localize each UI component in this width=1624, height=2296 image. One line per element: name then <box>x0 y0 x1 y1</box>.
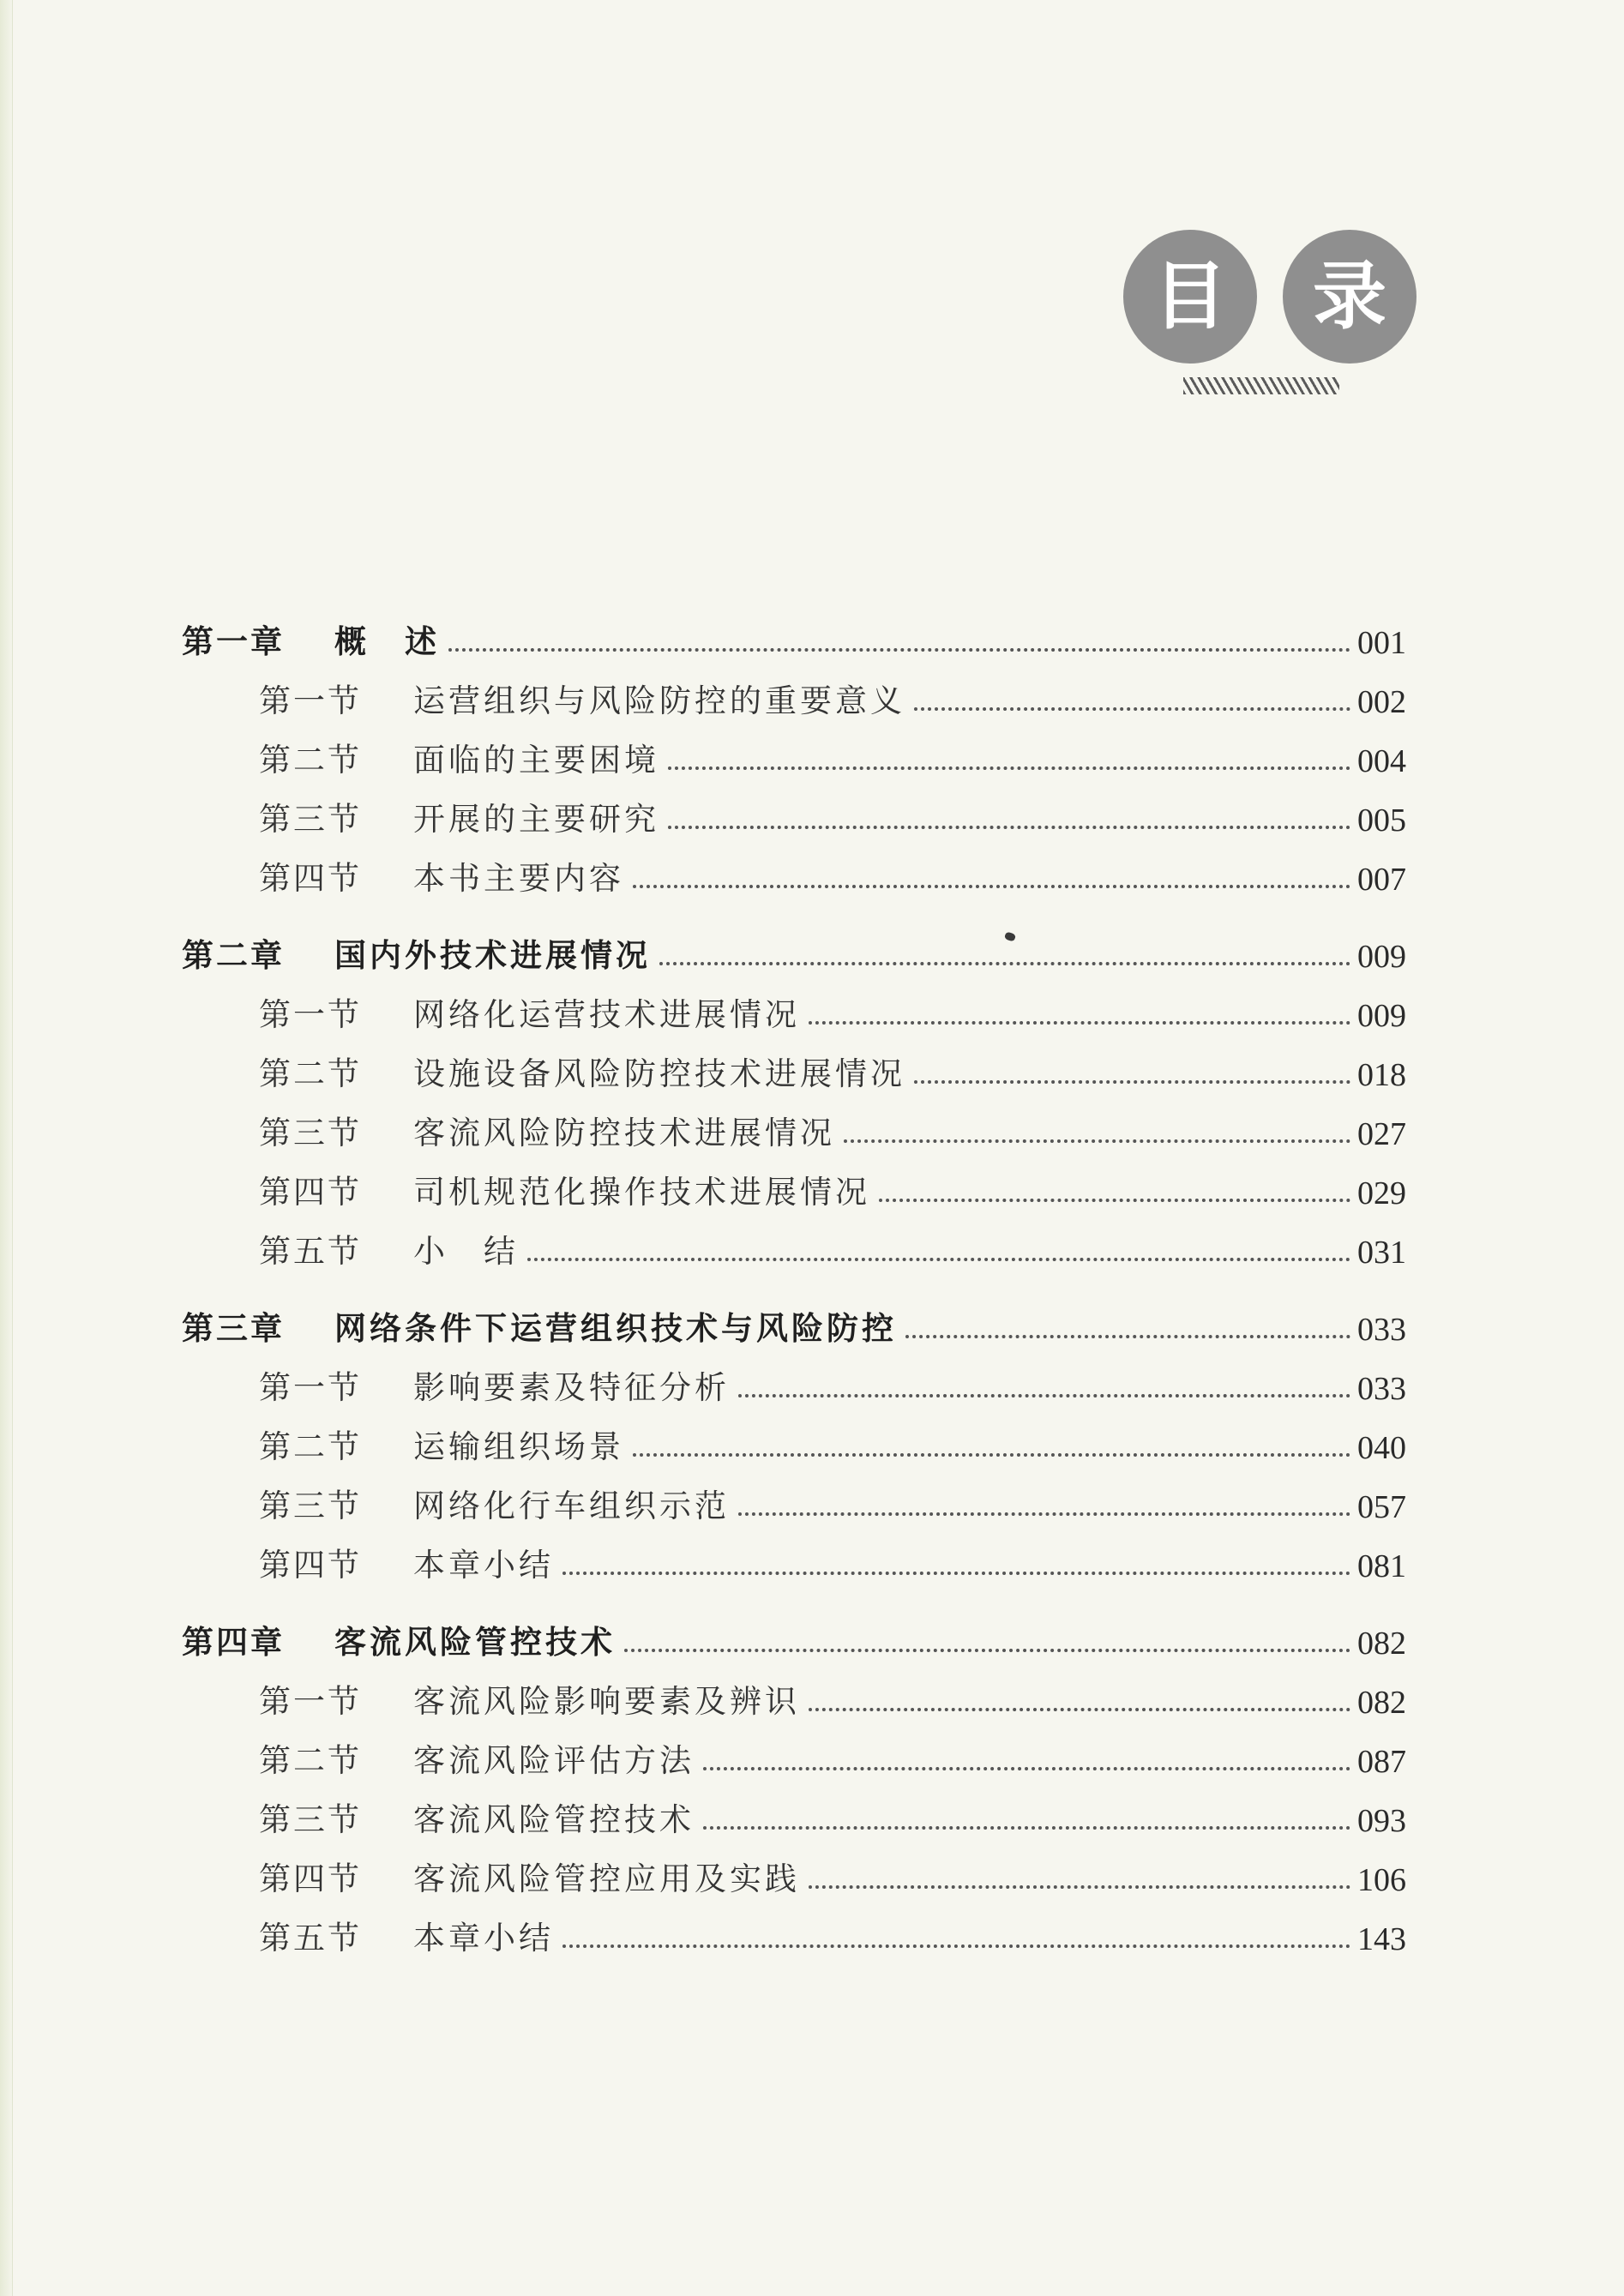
dot-leader <box>809 1021 1350 1025</box>
section-number: 第四节 <box>259 1547 362 1584</box>
section-title: 客流风险评估方法 <box>413 1742 695 1779</box>
dot-leader <box>809 1708 1350 1711</box>
dot-leader <box>624 1649 1350 1652</box>
dot-leader <box>738 1394 1350 1397</box>
dot-leader <box>809 1885 1350 1889</box>
toc-chapter-row[interactable] <box>182 923 1406 976</box>
toc-section-row[interactable] <box>182 1153 1406 1212</box>
section-number: 第五节 <box>259 1920 362 1956</box>
section-title: 司机规范化操作技术进展情况 <box>413 1174 870 1211</box>
section-title: 客流风险防控技术进展情况 <box>413 1115 835 1151</box>
toc-chapter-row[interactable] <box>182 609 1406 662</box>
section-page-number: 005 <box>1357 802 1406 838</box>
section-number: 第四节 <box>259 860 362 897</box>
section-title: 本书主要内容 <box>413 860 624 897</box>
section-number: 第二节 <box>259 742 362 778</box>
section-number: 第一节 <box>259 1683 362 1720</box>
section-page-number: 143 <box>1357 1921 1406 1957</box>
section-title: 网络化运营技术进展情况 <box>413 996 800 1033</box>
dot-leader <box>738 1512 1350 1516</box>
section-number: 第四节 <box>259 1174 362 1211</box>
chapter-page-number: 033 <box>1357 1312 1406 1348</box>
chapter-page-number: 009 <box>1357 939 1406 975</box>
toc-section-row[interactable] <box>182 976 1406 1035</box>
toc-section-row[interactable] <box>182 1349 1406 1408</box>
chapter-title: 国内外技术进展情况 <box>334 937 651 974</box>
dot-leader <box>905 1335 1350 1338</box>
section-number: 第二节 <box>259 1742 362 1779</box>
toc-section-row[interactable] <box>182 1212 1406 1271</box>
section-page-number: 081 <box>1357 1548 1406 1584</box>
section-page-number: 087 <box>1357 1744 1406 1780</box>
section-title: 客流风险影响要素及辨识 <box>413 1683 800 1720</box>
section-page-number: 106 <box>1357 1862 1406 1898</box>
chapter-number: 第二章 <box>182 937 285 974</box>
hatch-decoration <box>1183 377 1339 394</box>
section-title: 本章小结 <box>413 1920 554 1956</box>
chapter-title: 概 述 <box>334 623 440 660</box>
binding-edge <box>0 0 13 2296</box>
dot-leader <box>562 1572 1350 1575</box>
section-title: 影响要素及特征分析 <box>413 1369 730 1406</box>
section-page-number: 004 <box>1357 743 1406 779</box>
section-title: 本章小结 <box>413 1547 554 1584</box>
section-title: 网络化行车组织示范 <box>413 1488 730 1524</box>
section-page-number: 007 <box>1357 862 1406 898</box>
section-page-number: 093 <box>1357 1803 1406 1839</box>
section-page-number: 057 <box>1357 1489 1406 1525</box>
toc-section-row[interactable] <box>182 1408 1406 1467</box>
section-page-number: 009 <box>1357 998 1406 1034</box>
section-number: 第二节 <box>259 1428 362 1465</box>
section-page-number: 027 <box>1357 1116 1406 1152</box>
chapter-title: 客流风险管控技术 <box>334 1624 616 1661</box>
section-number: 第一节 <box>259 682 362 719</box>
section-page-number: 031 <box>1357 1235 1406 1271</box>
toc-section-row[interactable] <box>182 780 1406 839</box>
table-of-contents <box>182 609 1406 1958</box>
dot-leader <box>703 1767 1350 1770</box>
toc-section-row[interactable] <box>182 1035 1406 1094</box>
title-circle-2: 录 <box>1283 230 1416 364</box>
toc-section-row[interactable] <box>182 1526 1406 1585</box>
dot-leader <box>668 766 1350 770</box>
toc-chapter-row[interactable] <box>182 1295 1406 1349</box>
toc-section-row[interactable] <box>182 1781 1406 1840</box>
section-page-number: 029 <box>1357 1175 1406 1211</box>
dot-leader <box>914 1080 1350 1084</box>
toc-section-row[interactable] <box>182 1722 1406 1781</box>
toc-chapter-row[interactable] <box>182 1609 1406 1662</box>
section-number: 第三节 <box>259 1801 362 1838</box>
toc-section-row[interactable] <box>182 1840 1406 1899</box>
dot-leader <box>633 885 1350 888</box>
toc-heading <box>1123 230 1416 417</box>
section-number: 第二节 <box>259 1055 362 1092</box>
chapter-page-number: 001 <box>1357 625 1406 661</box>
section-title: 面临的主要困境 <box>413 742 659 778</box>
dot-leader <box>703 1826 1350 1830</box>
section-number: 第四节 <box>259 1860 362 1897</box>
section-page-number: 033 <box>1357 1371 1406 1407</box>
section-title: 设施设备风险防控技术进展情况 <box>413 1055 905 1092</box>
dot-leader <box>633 1453 1350 1457</box>
section-page-number: 040 <box>1357 1430 1406 1466</box>
section-title: 客流风险管控应用及实践 <box>413 1860 800 1897</box>
toc-section-row[interactable] <box>182 1899 1406 1958</box>
section-number: 第三节 <box>259 1115 362 1151</box>
section-page-number: 082 <box>1357 1685 1406 1721</box>
section-title: 客流风险管控技术 <box>413 1801 695 1838</box>
toc-section-row[interactable] <box>182 1094 1406 1153</box>
section-number: 第一节 <box>259 996 362 1033</box>
dot-leader <box>448 648 1350 652</box>
chapter-page-number: 082 <box>1357 1626 1406 1662</box>
dot-leader <box>914 707 1350 711</box>
chapter-number: 第一章 <box>182 623 285 660</box>
chapter-number: 第四章 <box>182 1624 285 1661</box>
toc-section-row[interactable] <box>182 1662 1406 1722</box>
section-number: 第三节 <box>259 801 362 838</box>
dot-leader <box>844 1139 1350 1143</box>
chapter-title: 网络条件下运营组织技术与风险防控 <box>334 1310 897 1347</box>
title-circle-1: 目 <box>1123 230 1257 364</box>
section-page-number: 002 <box>1357 684 1406 720</box>
dot-leader <box>668 826 1350 829</box>
section-title: 运营组织与风险防控的重要意义 <box>413 682 905 719</box>
toc-section-row[interactable] <box>182 662 1406 721</box>
section-title: 运输组织场景 <box>413 1428 624 1465</box>
toc-section-row[interactable] <box>182 839 1406 899</box>
section-number: 第一节 <box>259 1369 362 1406</box>
section-number: 第三节 <box>259 1488 362 1524</box>
chapter-number: 第三章 <box>182 1310 285 1347</box>
section-number: 第五节 <box>259 1233 362 1270</box>
dot-leader <box>562 1944 1350 1948</box>
dot-leader <box>527 1258 1350 1261</box>
dot-leader <box>879 1199 1350 1202</box>
toc-section-row[interactable] <box>182 721 1406 780</box>
dot-leader <box>659 962 1350 965</box>
section-title: 开展的主要研究 <box>413 801 659 838</box>
toc-section-row[interactable] <box>182 1467 1406 1526</box>
section-title: 小 结 <box>413 1233 519 1270</box>
section-page-number: 018 <box>1357 1057 1406 1093</box>
